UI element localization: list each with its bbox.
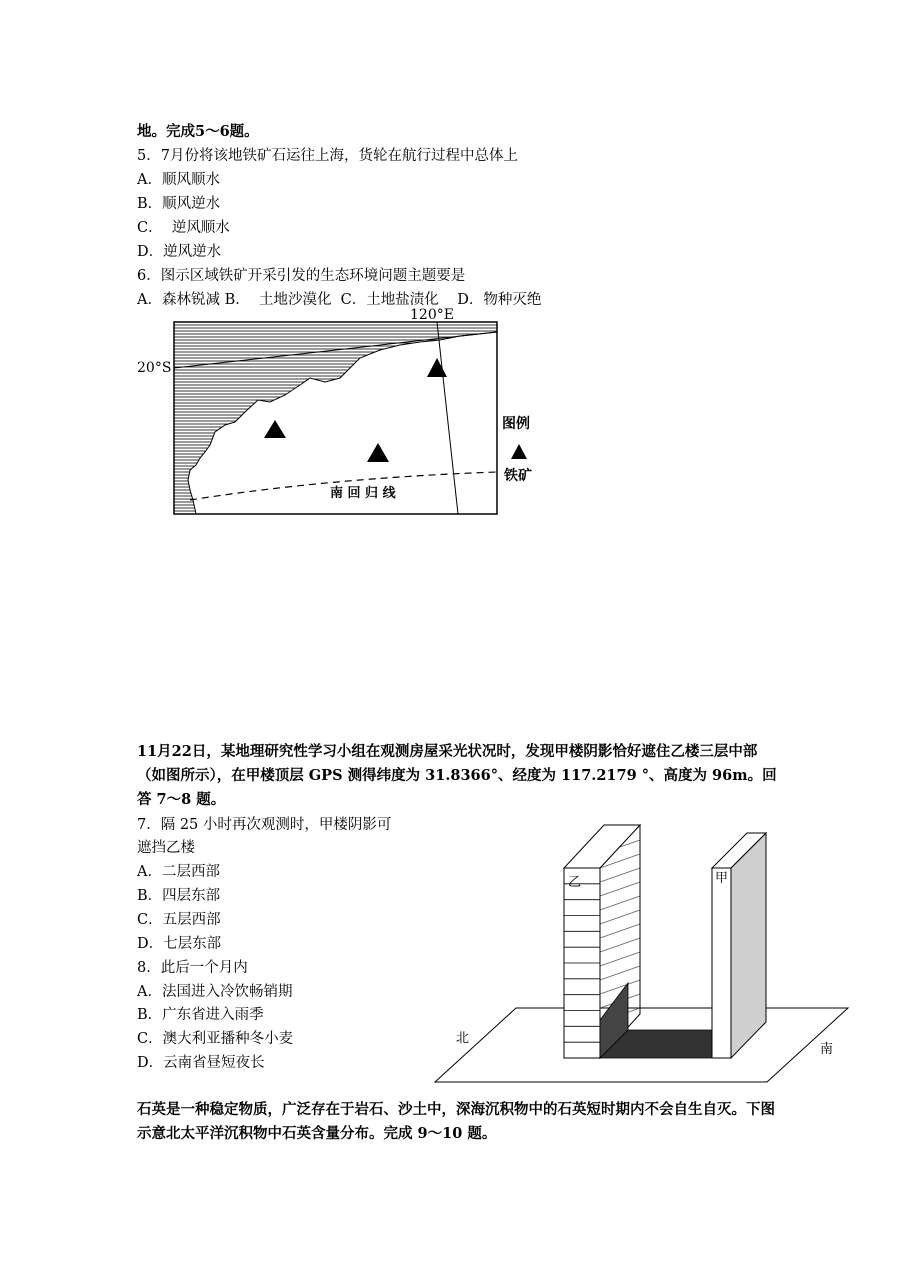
q5-stem: 5．7月份将该地铁矿石运往上海，货轮在航行过程中总体上: [137, 148, 518, 164]
north-label: 北: [456, 1031, 470, 1046]
latitude-label: 20°S: [137, 360, 172, 376]
q8-stem: 8．此后一个月内: [137, 960, 248, 976]
building-shadow-diagram: [430, 815, 850, 1087]
building-b-label: 乙: [568, 875, 582, 890]
q8-option-d: D．云南省昼短夜长: [137, 1055, 265, 1071]
longitude-label: 120°E: [410, 307, 454, 323]
legend-iron-ore-label: 铁矿: [504, 468, 532, 484]
q6-stem: 6．图示区域铁矿开采引发的生态环境问题主题要是: [137, 268, 466, 284]
q7-option-a: A．二层西部: [137, 864, 220, 880]
q7-stem-line2: 遮挡乙楼: [137, 840, 195, 856]
q7-option-c: C．五层西部: [137, 912, 221, 928]
tropic-label: 南 回 归 线: [330, 486, 396, 501]
building-a-label: 甲: [715, 871, 729, 886]
south-label: 南: [820, 1042, 834, 1057]
q5-option-d: D．逆风逆水: [137, 244, 222, 260]
iron-ore-marker: [367, 443, 389, 462]
q8-option-a: A．法国进入冷饮畅销期: [137, 984, 293, 1000]
building-a-front: [712, 868, 731, 1058]
q6-options: A．森林锐减 B． 土地沙漠化 C．土地盐渍化 D．物种灭绝: [137, 292, 542, 308]
iron-ore-marker: [264, 420, 286, 438]
iron-ore-map: [130, 305, 550, 520]
q8-option-c: C．澳大利亚播种冬小麦: [137, 1031, 294, 1047]
building-a-side: [731, 833, 766, 1058]
legend-iron-ore-icon: [511, 444, 527, 459]
intro-tail: 地。完成5～6题。: [137, 123, 259, 140]
section3-intro: 石英是一种稳定物质，广泛存在于岩石、沙土中，深海沉积物中的石英短时期内不会自生自灭。下图示意北太平洋沉积物中石英含量分布。完成 9～10 题。: [137, 1101, 775, 1142]
iron-ore-marker: [427, 358, 447, 377]
q8-option-b: B．广东省进入雨季: [137, 1007, 264, 1023]
legend-title: 图例: [502, 416, 530, 432]
q5-option-b: B．顺风逆水: [137, 196, 221, 212]
section2-intro: 11月22日，某地理研究性学习小组在观测房屋采光状况时，发现甲楼阴影恰好遮住乙楼三层中部（如图所示），在甲楼顶层 GPS 测得纬度为 31.8366°、经度为 117.2179 °、高度为 96m。回答 7～8 题。: [137, 743, 777, 808]
q7-option-b: B．四层东部: [137, 888, 221, 904]
q5-option-c: C． 逆风顺水: [137, 220, 230, 236]
meridian-120e-line: [437, 322, 458, 514]
q5-option-a: A．顺风顺水: [137, 172, 220, 188]
q7-stem-line1: 7．隔 25 小时再次观测时，甲楼阴影可: [137, 817, 392, 833]
q7-option-d: D．七层东部: [137, 936, 222, 952]
building-b-front: [564, 868, 600, 1058]
